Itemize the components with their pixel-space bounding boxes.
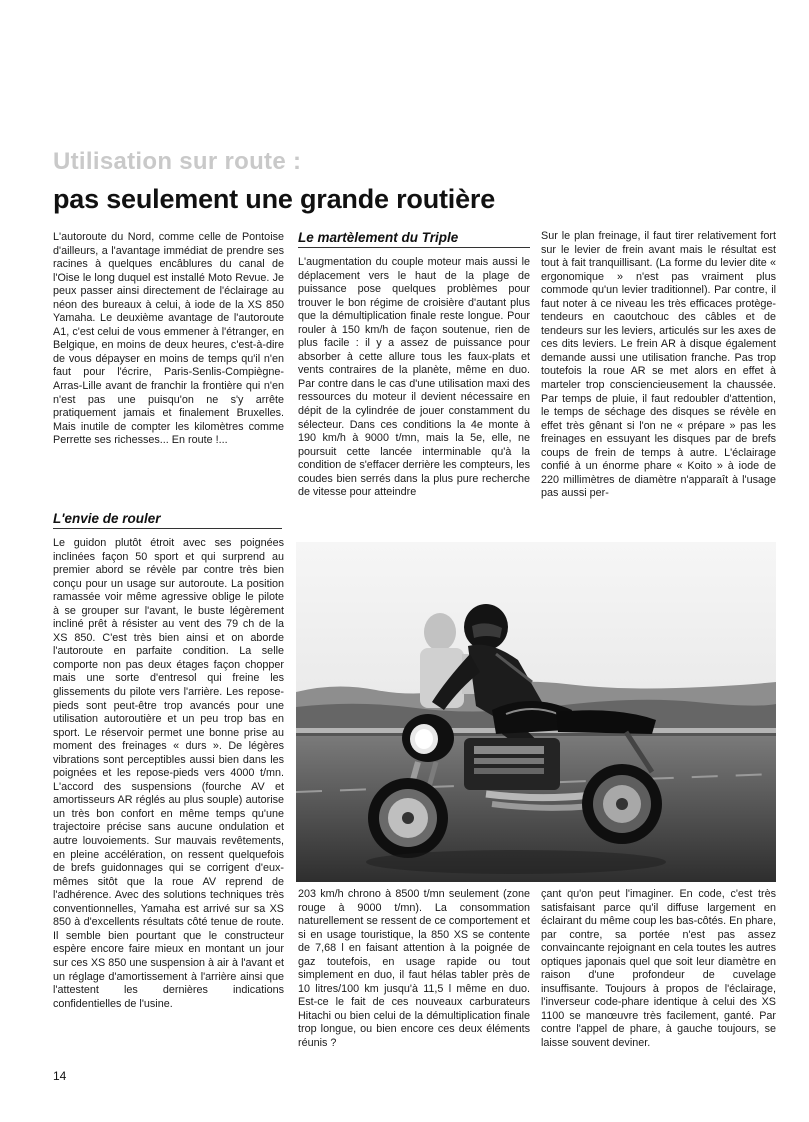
body-martelement: L'augmentation du couple moteur mais aussi le déplacement vers le haut de la plage de puissance pose quelques problèmes pour trouver le bon régime de croisière d'autant plus que la démultiplication finale reste longue. Pour rouler à 150 km/h de façon soutenue, rien de plus facile : il y a assez de puissance pour absorber à cette allure tous les faux-plats et vents contraires de la planète, même en duo. Par contre dans le cas d'une utilisation maxi des ressources du moteur il devient nécessaire en dépit de la cylindrée de jouer constamment du sélecteur. Dans ces conditions la 4e monte à 190 km/h à 9000 t/mn, mais la 5e, elle, ne poursuit cette lancée interminable qu'à la condition de s'effacer derrière les compteurs, les coudes bien serrés dans la plus pure recherche de vitesse pour atteindre — [298, 256, 530, 499]
article-headline: pas seulement une grande routière — [53, 184, 496, 214]
subhead-envie-de-rouler: L'envie de rouler — [53, 511, 282, 529]
body-eclairage-continued: çant qu'on peut l'imaginer. En code, c'est très satisfaisant parce qu'il diffuse largement en éclairant du même coup les bas-côtés. En phare, par contre, sa portée n'est pas assez convaincante rejoignant en cela toutes les autres optiques japonais quel que soit leur diamètre en raison d'une profondeur de cuvelage insuffisante. Toujours à propos de l'éclairage, l'inverseur code-phare identique à celui des XS 1100 se manœuvre très facilement, ganté. Par contre l'appel de phare, à gauche toujours, se laisse souvent deviner. — [541, 888, 776, 1050]
body-freinage: Sur le plan freinage, il faut tirer relativement fort sur le levier de frein avant mais le résultat est tout à fait tranquillisant. (La forme du levier dite « ergonomique » n'est pas vraiment plus commode qu'un levier traditionnel). Par contre, il faut noter à ce niveau les très efficaces protège-tendeurs en caoutchouc des câbles et de tendeurs sur les leviers, articulés sur les axes de ces dits leviers. Le frein AR à disque également demande aussi une utilisation franche. Pas trop toutefois la roue AR se met alors en effet à marteler trop consciencieusement la chaussée. Par temps de pluie, il faut redoubler d'attention, le temps de séchage des disques se révèle en effet très gênant si l'on ne « prépare » pas les freinages en essuyant les disques par de brefs coups de frein de temps à autre. L'éclairage confié à un énorme phare « Koito » à iode de 220 millimètres de diamètre n'apparaît à l'usage pas aussi per- — [541, 230, 776, 500]
motorcycle-photo — [296, 542, 776, 882]
body-martelement-continued: 203 km/h chrono à 8500 t/mn seulement (zone rouge à 9000 t/mn). La consommation naturellement se ressent de ce comportement et si en usage touristique, la 850 XS se contente de 7,68 l en faisant attention à la poignée de gaz toutefois, en usage rapide ou tout simplement en duo, il faut hélas tabler près de 10 litres/100 km jusqu'à 11,5 l même en duo. Est-ce le fait de ces nouveaux carburateurs Hitachi ou bien celui de la démultiplication finale trop longue, ou bien encore ces deux éléments réunis ? — [298, 888, 530, 1050]
article-kicker: Utilisation sur route : — [53, 148, 302, 175]
body-envie-de-rouler: Le guidon plutôt étroit avec ses poignées inclinées façon 50 sport et qui surprend au premier abord se révèle par contre très bien conçu pour un usage sur autoroute. La position ramassée voir même agressive oblige le pilote à se grouper sur l'avant, le buste légèrement incliné prêt à résister au vent des 79 ch de la XS 850. C'est très bien ainsi et on aborde l'autoroute en parfaite condition. La selle comporte non pas deux étages façon chopper mais une sorte d'entresol qui freine les glissements du pilote vers l'arrière. Les repose-pieds sont peut-être trop avancés pour une utilisation autoroutière et un peu trop bas en sport. Le réservoir permet une bonne prise au moment des freinages « durs ». De légères vibrations sont perceptibles aussi bien dans les poignées et les repose-pieds vers 4000 t/mn. L'accord des suspensions (fourche AV et amortisseurs AR réglés au plus souple) autorise un très bon confort en même temps qu'une trajectoire précise sans aucune ondulation et autre louvoiements. Sur mauvais revêtements, en pleine accélération, on ressent quelquefois de brefs guidonnages qui se corrigent d'eux-mêmes sitôt que la roue AV reprend de l'adhérence. Avec des solutions techniques très conventionnelles, Yamaha est arrivé sur sa XS 850 à d'excellents résultats côté tenue de route. Il semble bien pourtant que le constructeur espère encore faire mieux en montant un jour sur ces XS 850 une suspension à air à l'avant et un réglage d'amortissement à l'arrière ainsi que l'attestent les dernières indications confidentielles de l'usine. — [53, 537, 284, 1010]
intro-paragraph: L'autoroute du Nord, comme celle de Pontoise d'ailleurs, a l'avantage immédiat de prendre ses racines à quelques encâblures du canal de l'Oise le long duquel est installé Moto Revue. Je peux passer ainsi directement de l'éclairage au néon des bureaux à celui, à iode de la XS 850 Yamaha. Le deuxième avantage de l'autoroute A1, c'est celui de vous emmener à l'étranger, en Belgique, en moins de deux heures, c'est-à-dire de vous dépayser en moins de temps qu'il n'en faut pour l'écrire, Paris-Senlis-Compiègne-Arras-Lille avant de franchir la frontière qui n'en n'est pas une puisqu'on ne s'y arrête pratiquement jamais et finalement Bruxelles. Mais inutile de compter les kilomètres comme Perrette ses richesses... En route !... — [53, 231, 284, 447]
page-number: 14 — [53, 1069, 67, 1083]
subhead-martelement: Le martèlement du Triple — [298, 230, 530, 248]
